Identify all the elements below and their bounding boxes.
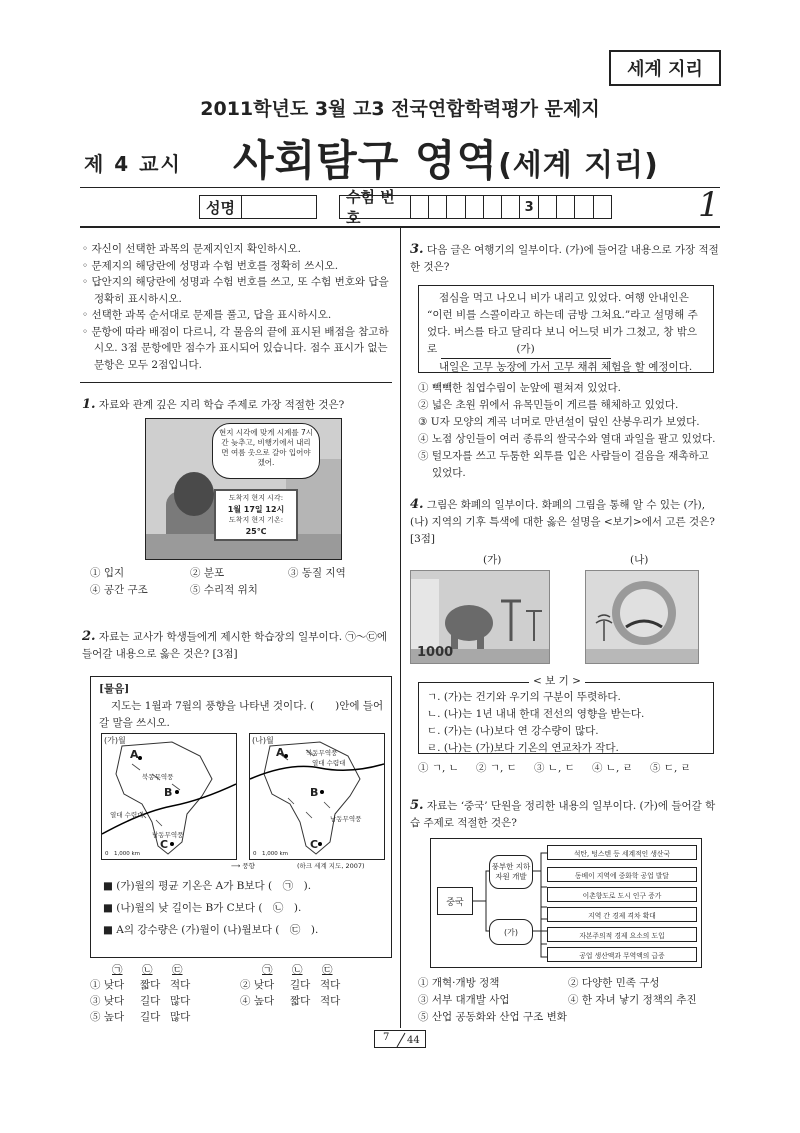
map-point: B <box>310 786 319 799</box>
question-4-stem <box>410 496 720 548</box>
map-text: 열대 수렴대 <box>312 759 346 767</box>
palm-oasis-icon <box>586 571 698 663</box>
exam-number-cell[interactable] <box>539 196 557 218</box>
option[interactable]: ③ 낮다 <box>90 995 125 1007</box>
bogi-item: ㄴ. (나)는 1년 내내 한대 전선의 영향을 받는다. <box>427 708 645 720</box>
option[interactable]: ③ 서부 대개발 사업 <box>418 994 510 1006</box>
exam-number-label: 수험 번호 <box>340 196 411 218</box>
option[interactable]: ⑤ 높다 <box>90 1011 125 1023</box>
option[interactable]: ③ U자 모양의 계곡 너머로 만년설이 덮인 산봉우리가 보였다. <box>418 416 700 428</box>
option[interactable]: ③ 동질 지역 <box>288 567 346 579</box>
map-label: (나)월 <box>252 736 274 745</box>
speech-bubble: 현지 시각에 맞게 시계를 7시간 늦추고, 비행기에서 내리면 여름 옷으로 갈아 입어야겠어. <box>212 423 320 479</box>
node-china: 중국 <box>437 887 473 915</box>
exam-number-cell[interactable] <box>594 196 611 218</box>
banknote-label-b: (나) <box>630 554 649 566</box>
option-header: ㉡ <box>292 964 303 976</box>
question-1-stem <box>82 396 392 414</box>
passage-text: 점심을 먹고 나오니 비가 내리고 있었다. 여행 안내인은 “이런 비를 스콜이라고 하는데 금방 그쳐요.”라고 설명해 주었다. 버스를 타고 달리다 보니 어느덧 비가 그쳤고, 창 밖으로 <box>427 292 698 355</box>
page-footer <box>374 1030 426 1048</box>
map-text: 열대 수렴대 <box>110 811 144 819</box>
diagram-item: 공업 생산액과 무역액의 급증 <box>547 947 697 962</box>
map-point: B <box>164 786 173 799</box>
question-5-options <box>418 975 720 1026</box>
area-sub: (세계 지리) <box>498 148 659 183</box>
option[interactable]: ② 넓은 초원 위에서 유목민들이 게르를 해체하고 있었다. <box>418 399 679 411</box>
exam-number-box <box>339 188 612 227</box>
exam-number-cell[interactable] <box>447 196 465 218</box>
passage-blank: (가) <box>441 341 611 359</box>
worksheet-text: 지도는 1월과 7월의 풍향을 나타낸 것이다. ( )안에 들어갈 말을 쓰시오. <box>99 700 384 729</box>
option[interactable]: ① 빽빽한 침엽수림이 눈앞에 펼쳐져 있었다. <box>418 382 621 394</box>
exam-number-cell[interactable] <box>466 196 484 218</box>
bullet-item: ■ (가)월의 평균 기온은 A가 B보다 ( ㉠ ). <box>103 880 312 892</box>
bogi-items <box>427 689 711 757</box>
bullet-item: ■ A의 강수량은 (가)월이 (나)월보다 ( ㉢ ). <box>103 924 319 936</box>
option[interactable]: ⑤ 수리적 위치 <box>190 584 258 596</box>
instructions <box>82 241 392 373</box>
option-header: ㉢ <box>172 964 183 976</box>
option-value: 많다 <box>170 1011 191 1023</box>
question-number: 3. <box>410 242 424 257</box>
worksheet-box <box>90 676 392 958</box>
question-2-stem <box>82 628 394 663</box>
map-label: (가)월 <box>104 736 126 745</box>
banknote-a <box>410 570 550 664</box>
column-divider <box>400 228 401 1028</box>
legend-text: 풍향 <box>242 862 255 870</box>
worksheet-bullets <box>103 875 389 941</box>
map-point: A <box>276 746 285 759</box>
worksheet-title: [물음] <box>99 683 130 695</box>
option-value: 짧다 <box>140 979 161 991</box>
info-screen <box>214 489 298 541</box>
option[interactable]: ④ 한 자녀 낳기 정책의 추진 <box>568 994 697 1006</box>
exam-title: 2011학년도 3월 고3 전국연합학력평가 문제지 <box>200 98 600 120</box>
option[interactable]: ① ㄱ, ㄴ <box>418 762 459 774</box>
option-row <box>90 1009 395 1025</box>
option-header: ㉠ <box>262 964 273 976</box>
bogi-title: < 보 기 > <box>529 673 585 690</box>
map-text: 남동무역풍 <box>152 831 184 839</box>
exam-number-cell[interactable] <box>484 196 502 218</box>
option-value: 적다 <box>320 995 341 1007</box>
bogi-item: ㄷ. (가)는 (나)보다 연 강수량이 많다. <box>427 725 599 737</box>
option[interactable]: ⑤ 산업 공동화와 산업 구조 변화 <box>418 1011 567 1023</box>
question-number: 5. <box>410 798 424 813</box>
map-scale: 0 1,000 km <box>253 851 289 857</box>
option[interactable]: ② ㄱ, ㄷ <box>476 762 517 774</box>
instruction-item: ◦ 선택한 과목 순서대로 문제를 풀고, 답을 표시하시오. <box>82 309 332 321</box>
map-point: C <box>310 838 319 851</box>
exam-number-cell[interactable] <box>411 196 429 218</box>
map-text: 북동무역풍 <box>306 749 338 757</box>
instruction-item: ◦ 답안지의 해당란에 성명과 수험 번호를 쓰고, 또 수험 번호와 답을 정확히 표시하시오. <box>82 276 389 305</box>
exam-number-cell[interactable] <box>429 196 447 218</box>
option-value: 길다 <box>140 995 161 1007</box>
question-3-stem <box>410 241 720 276</box>
option[interactable]: ④ 노점 상인들이 여러 종류의 쌀국수와 열대 과일을 팔고 있었다. <box>418 433 716 445</box>
screen-line: 25℃ <box>245 527 267 536</box>
bullet-item: ■ (나)월의 낮 길이는 B가 C보다 ( ㉡ ). <box>103 902 302 914</box>
question-text: 자료와 관계 깊은 지리 학습 주제로 가장 적절한 것은? <box>98 399 345 411</box>
option-value: 길다 <box>290 979 311 991</box>
screen-line: 도착지 현지 시각: <box>228 494 284 502</box>
question-1-options <box>90 565 390 599</box>
option-header-row <box>90 962 395 977</box>
option-row <box>90 977 395 993</box>
option[interactable]: ② 다양한 민족 구성 <box>568 977 660 989</box>
map-legend: ⟶ 풍향 <box>231 862 255 870</box>
question-4-options <box>418 760 720 777</box>
question-text: 자료는 ‘중국’ 단원을 정리한 내용의 일부이다. (가)에 들어갈 학습 주제로 적절한 것은? <box>410 800 716 829</box>
question-number: 4. <box>410 497 424 512</box>
exam-number-cell[interactable] <box>575 196 593 218</box>
name-field[interactable] <box>242 196 316 218</box>
option[interactable]: ① 낮다 <box>90 979 125 991</box>
option-header: ㉠ <box>112 964 123 976</box>
diagram-item: 지역 간 경제 격차 확대 <box>547 907 697 922</box>
footer-total: 44 <box>407 1035 420 1046</box>
option-value: 많다 <box>170 995 191 1007</box>
question-number: 2. <box>82 629 96 644</box>
subject-label: 세계 지리 <box>627 59 703 80</box>
option[interactable]: ④ 높다 <box>240 995 275 1007</box>
option[interactable]: ④ ㄴ, ㄹ <box>592 762 633 774</box>
option[interactable]: ② 분포 <box>190 567 225 579</box>
option[interactable]: ② 낮다 <box>240 979 275 991</box>
map-b <box>249 733 385 860</box>
area-title <box>233 128 659 188</box>
passage-box <box>418 285 714 373</box>
question-text: 그림은 화폐의 일부이다. 화폐의 그림을 통해 알 수 있는 (가), (나) 지역의 기후 특색에 대한 옳은 설명을 <보기>에서 고른 것은? [3점] <box>410 499 715 545</box>
option-value: 길다 <box>140 1011 161 1023</box>
exam-number-cell[interactable]: 3 <box>520 196 538 218</box>
question-2-options <box>90 962 395 1025</box>
period-label: 제 4 교시 <box>84 152 182 176</box>
option-row <box>90 993 395 1009</box>
option-header: ㉡ <box>142 964 153 976</box>
node-resources: 풍부한 지하 자원 개발 <box>489 855 533 889</box>
china-diagram <box>430 838 702 968</box>
map-scale: 0 1,000 km <box>105 851 141 857</box>
area-main: 사회탐구 영역 <box>233 136 499 185</box>
subject-box <box>609 50 721 86</box>
bogi-item: ㄱ. (가)는 건기와 우기의 구분이 뚜렷하다. <box>427 691 621 703</box>
map-a <box>101 733 237 860</box>
name-label: 성명 <box>200 196 242 218</box>
option[interactable]: ⑤ ㄷ, ㄹ <box>650 762 691 774</box>
option-value: 적다 <box>320 979 341 991</box>
question-5-stem <box>410 797 720 832</box>
map-source: (하크 세계 지도, 2007) <box>297 862 365 870</box>
instruction-item: ◦ 자신이 선택한 과목의 문제지인지 확인하시오. <box>82 243 301 255</box>
question-number: 1. <box>82 397 96 412</box>
option[interactable]: ④ 공간 구조 <box>90 584 148 596</box>
option[interactable]: ① 개혁·개방 정책 <box>418 977 500 989</box>
diagram-item: 이촌향도로 도시 인구 증가 <box>547 887 697 902</box>
screen-line: 1월 17일 12시 <box>227 505 285 514</box>
diagram-item: 동베이 지역에 중화학 공업 발달 <box>547 867 697 882</box>
option-value: 짧다 <box>290 995 311 1007</box>
bogi-box <box>418 675 714 754</box>
banknote-number: 1000 <box>417 645 454 660</box>
map-point: C <box>160 838 169 851</box>
option[interactable]: ⑤ 털모자를 쓰고 두툼한 외투를 입은 사람들이 걸음을 재촉하고 있었다. <box>418 450 709 479</box>
option[interactable]: ③ ㄴ, ㄷ <box>534 762 575 774</box>
passage-text: 내일은 고무 농장에 가서 고무 채취 체험을 할 예정이다. <box>439 361 693 373</box>
screen-line: 도착지 현지 기온: <box>228 516 284 524</box>
map-text: 남동무역풍 <box>330 815 362 823</box>
question-3-options <box>418 380 720 482</box>
instruction-item: ◦ 문제지의 해당란에 성명과 수험 번호를 정확히 쓰시오. <box>82 259 339 272</box>
question-text: 자료는 교사가 학생들에게 제시한 학습장의 일부이다. ㉠～㉢에 들어갈 내용으로 옳은 것은? [3점] <box>82 631 388 660</box>
exam-number-cell[interactable] <box>557 196 575 218</box>
name-box <box>199 195 317 219</box>
question-text: 다음 글은 여행기의 일부이다. (가)에 들어갈 내용으로 가장 적절한 것은? <box>410 244 719 273</box>
page-number: 1 <box>698 185 720 225</box>
map-point: A <box>130 748 139 761</box>
diagram-item: 자본주의적 경제 요소의 도입 <box>547 927 697 942</box>
bogi-item: ㄹ. (나)는 (가)보다 기온의 연교차가 작다. <box>427 742 619 754</box>
banknote-label-a: (가) <box>483 554 502 566</box>
banknote-b <box>585 570 699 664</box>
map-text: 북동무역풍 <box>142 773 174 781</box>
diagram-item: 석탄, 텅스텐 등 세계적인 생산국 <box>547 845 697 860</box>
node-blank: (가) <box>489 919 533 945</box>
option[interactable]: ① 입지 <box>90 567 125 579</box>
option-value: 적다 <box>170 979 191 991</box>
exam-number-cell[interactable] <box>502 196 520 218</box>
notes-rule <box>80 382 392 383</box>
instruction-item: ◦ 문항에 따라 배점이 다르니, 각 물음의 끝에 표시된 배점을 참고하시오. 3점 문항에만 점수가 표시되어 있습니다. 점수 표시가 없는 문항은 모두 2점입니다. <box>82 325 389 371</box>
footer-current: 7 <box>383 1032 390 1043</box>
option-header: ㉢ <box>322 964 333 976</box>
